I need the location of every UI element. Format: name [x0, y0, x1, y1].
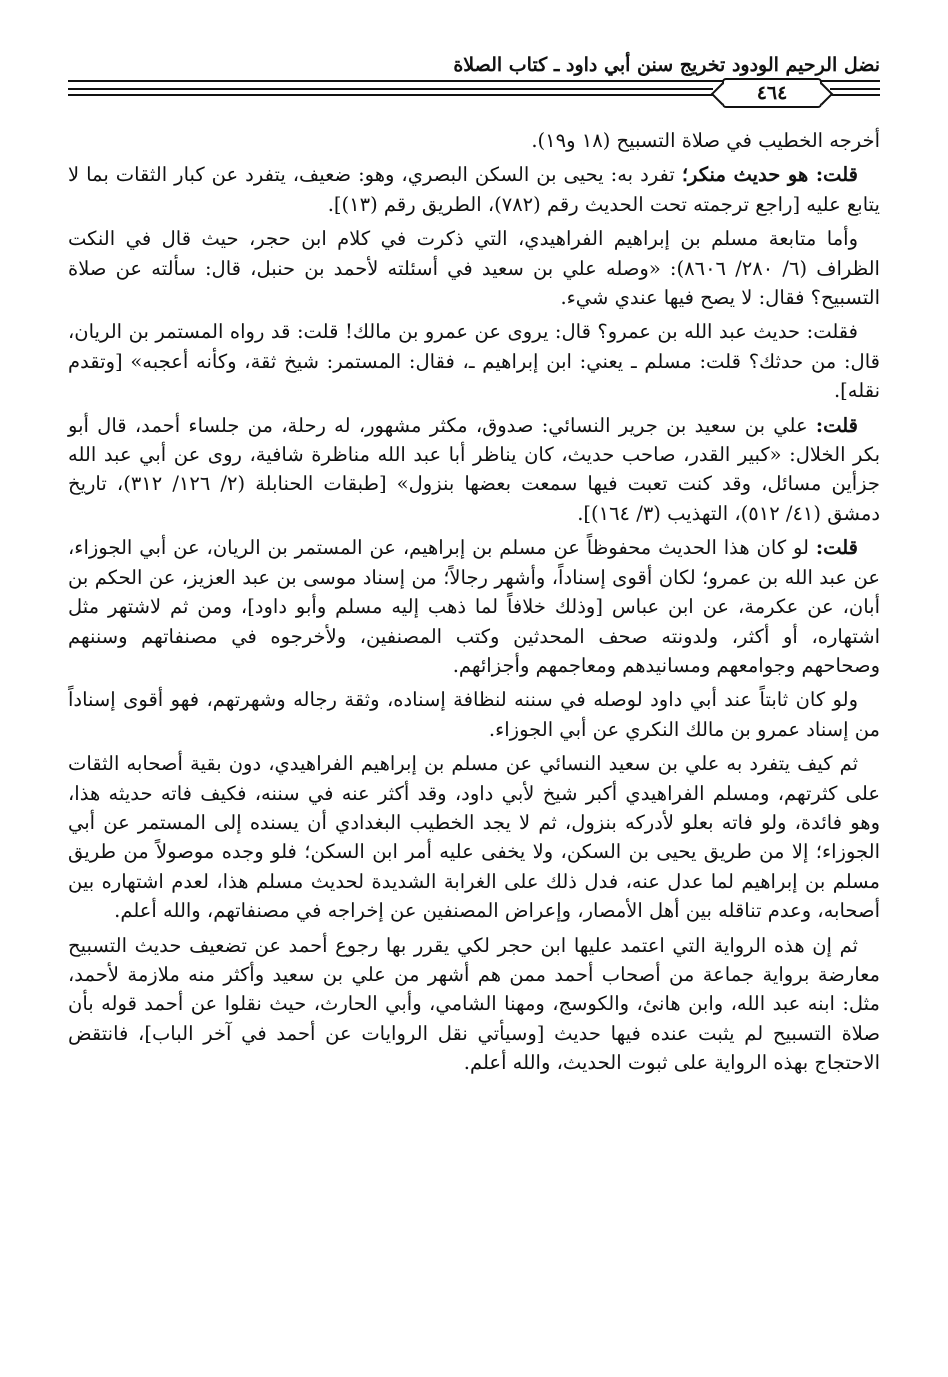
paragraph-text: تفرد به: يحيى بن السكن البصري، وهو: ضعيف، يتفرد عن كبار الثقات بما لا يتابع عليه [راجع ترجمته تحت الحديث رقم (٧٨٢)، الطريق رقم (١٣)].	[68, 163, 880, 216]
paragraph-2	[68, 160, 880, 219]
paragraph-text: ولو كان ثابتاً عند أبي داود لوصله في سننه لنظافة إسناده، وثقة رجاله وشهرتهم، فهو أقوى إسناداً من إسناد عمرو بن مالك النكري عن أبي الجوزاء.	[68, 688, 880, 741]
paragraph-text: ثم إن هذه الرواية التي اعتمد عليها ابن حجر لكي يقرر بها رجوع أحمد عن تضعيف حديث التسبيح معارضة برواية جماعة من أصحاب أحمد ممن هم أشهر من علي بن سعيد وأكثر منه ملازمة لأحمد، مثل: ابنه عبد الله، وابن هانئ، والكوسج، ومهنا الشامي، وأبي الحارث، حيث نقلوا عن أحمد قوله بأن صلاة التسبيح لم يثبت عنده فيها حديث [وسيأتي نقل الروايات عن أحمد في آخر الباب]، فانتقض الاحتجاج بهذه الرواية على ثبوت الحديث، والله أعلم.	[68, 933, 880, 1075]
paragraph-lead: قلت:	[815, 413, 858, 437]
page-number: ٤٦٤	[722, 78, 822, 108]
paragraph-8	[68, 749, 880, 925]
paragraph-6	[68, 533, 880, 680]
paragraph-4	[68, 317, 880, 405]
paragraph-3	[68, 224, 880, 312]
paragraph-text: فقلت: حديث عبد الله بن عمرو؟ قال: يروى عن عمرو بن مالك! قلت: قد رواه المستمر بن الريان، قال: من حدثك؟ قلت: مسلم ـ يعني: ابن إبراهيم ـ، فقال: المستمر: شيخ ثقة، وكأنه أعجبه» [وتقدم نقله].	[68, 320, 880, 403]
paragraph-1	[68, 126, 880, 155]
paragraph-text: لو كان هذا الحديث محفوظاً عن مسلم بن إبراهيم، عن المستمر بن الريان، عن أبي الجوزاء، عن عبد الله بن عمرو؛ لكان أقوى إسناداً، وأشهر رجالاً؛ من إسناد موسى بن عبد العزيز، عن الحكم بن أبان، عن عكرمة، عن ابن عباس [وذلك خلافاً لما ذهب إليه مسلم وأبو داود]، ومن ثم لاشتهر مثل اشتهاره، أو أكثر، ولدونته صحف المحدثين وكتب المصنفين، ولأخرجوه في مصنفاتهم وسننهم وصحاحهم وجوامعهم ومسانيدهم ومعاجمهم وأجزائهم.	[68, 536, 880, 677]
paragraph-lead: قلت: هو حديث منكر؛	[681, 163, 858, 187]
paragraph-text: ثم كيف يتفرد به علي بن سعيد النسائي عن مسلم بن إبراهيم الفراهيدي، دون بقية أصحابه الثقات على كثرتهم، ومسلم الفراهيدي أكبر شيخ لأبي داود، وقد أكثر عنه في سننه، فكيف فاته حديثه هذا، وهو فائدة، ولو فاته بعلو لأدركه بنزول، ثم لا يجد الخطيب البغدادي أن يسنده إلى المستمر عن أبي الجوزاء؛ إلا من طريق يحيى بن السكن، ولا يخفى عليه أمر ابن السكن؛ فلو وجده موصولاً من طريق مسلم بن إبراهيم لما عدل عنه، فدل ذلك على الغرابة الشديدة لحديث مسلم هذا، لعدم اشتهاره بين أصحابه، وعدم تناقله بين أهل الأمصار، وإعراض المصنفين عن إخراجه في مصنفاتهم، والله أعلم.	[68, 752, 880, 923]
paragraph-7	[68, 685, 880, 744]
paragraph-text: علي بن سعيد بن جرير النسائي: صدوق، مكثر مشهور، له رحلة، من جلساء أحمد، قال أبو بكر الخلال: «كبير القدر، صاحب حديث، كان يناظر أبا عبد الله مناظرة شافية، روى عن أبي عبد الله جزأين مسائل، وقد كنت تعبت فيها سمعت بعضها بنزول» [طبقات الحنابلة (٢/ ١٢٦/ ٣١٢)، تاريخ دمشق (٤١/ ٥١٢)، التهذيب (٣/ ١٦٤)].	[68, 413, 880, 525]
page-number-row	[68, 76, 880, 110]
page-number-ornament-right	[830, 88, 880, 96]
paragraph-lead: قلت:	[815, 536, 858, 560]
body-text	[68, 126, 880, 1083]
paragraph-text: أخرجه الخطيب في صلاة التسبيح (١٨ و١٩).	[531, 129, 880, 152]
paragraph-text: وأما متابعة مسلم بن إبراهيم الفراهيدي، التي ذكرت في كلام ابن حجر، حيث قال في النكت الظراف (٦/ ٢٨٠/ ٨٦٠٦): «وصله علي بن سعيد في أسئلته لأحمد بن حنبل، قال: سألته عن صلاة التسبيح؟ فقال: لا يصح فيها عندي شيء.	[68, 227, 880, 310]
paragraph-9	[68, 931, 880, 1078]
paragraph-5	[68, 411, 880, 529]
page-number-ornament-left	[68, 88, 713, 96]
running-title: نضل الرحيم الودود تخريج سنن أبي داود ـ كتاب الصلاة	[453, 54, 880, 76]
